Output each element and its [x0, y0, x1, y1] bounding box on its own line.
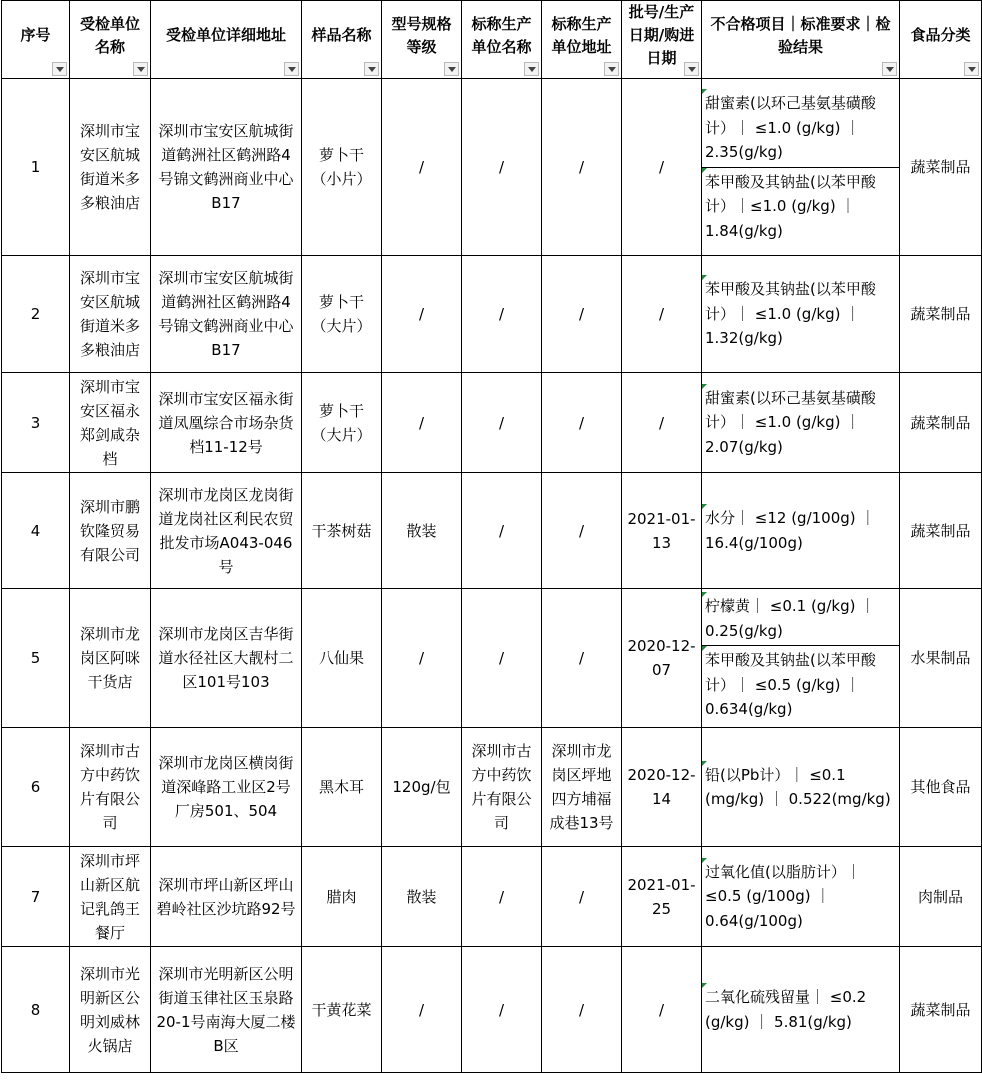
cell-mfr-name[interactable]: /	[462, 947, 542, 1073]
cell-spec[interactable]: /	[382, 79, 462, 256]
cell-serial-no[interactable]: 4	[2, 473, 70, 589]
header-row	[2, 1, 982, 79]
header-label: 不合格项目｜标准要求｜检验结果	[710, 14, 891, 56]
header-mfr-name	[462, 1, 542, 79]
cell-unit-address[interactable]: 深圳市坪山新区坪山碧岭社区沙坑路92号	[151, 847, 302, 947]
cell-sample-name[interactable]: 干黄花菜	[302, 947, 382, 1073]
cell-unit-address[interactable]: 深圳市龙岗区横岗街道深峰路工业区2号厂房501、504	[151, 728, 302, 847]
cell-batch-date[interactable]: 2020-12-14	[622, 728, 702, 847]
filter-dropdown-button[interactable]	[964, 62, 979, 76]
cell-mfr-address[interactable]: /	[542, 589, 622, 728]
cell-batch-date[interactable]: /	[622, 947, 702, 1073]
cell-mfr-name[interactable]: /	[462, 256, 542, 373]
table-row	[2, 373, 982, 473]
cell-serial-no[interactable]: 3	[2, 373, 70, 473]
header-sample-name	[302, 1, 382, 79]
issue-entry: 水分｜ ≤12 (g/100g) ｜ 16.4(g/100g)	[702, 504, 899, 557]
cell-unit-address[interactable]: 深圳市龙岗区吉华街道水径社区大靓村二区101号103	[151, 589, 302, 728]
issue-entry: 二氧化硫残留量｜ ≤0.2 (g/kg) ｜ 5.81(g/kg)	[702, 983, 899, 1036]
cell-mfr-address[interactable]: /	[542, 473, 622, 589]
cell-batch-date[interactable]: 2021-01-13	[622, 473, 702, 589]
cell-serial-no[interactable]: 8	[2, 947, 70, 1073]
cell-spec[interactable]: 120g/包	[382, 728, 462, 847]
issue-entry: 铅(以Pb计）｜ ≤0.1 (mg/kg) ｜ 0.522(mg/kg)	[702, 761, 899, 814]
cell-unit-name[interactable]: 深圳市宝安区航城街道米多多粮油店	[70, 256, 151, 373]
cell-mfr-address[interactable]: /	[542, 847, 622, 947]
cell-mfr-name[interactable]: /	[462, 373, 542, 473]
cell-category[interactable]: 蔬菜制品	[900, 947, 982, 1073]
cell-unit-name[interactable]: 深圳市宝安区航城街道米多多粮油店	[70, 79, 151, 256]
filter-dropdown-button[interactable]	[882, 62, 897, 76]
table-row	[2, 728, 982, 847]
table-row	[2, 473, 982, 589]
cell-unit-address[interactable]: 深圳市宝安区航城街道鹤洲社区鹤洲路4号锦文鹤洲商业中心B17	[151, 79, 302, 256]
cell-batch-date[interactable]: /	[622, 79, 702, 256]
inspection-table	[1, 0, 982, 1073]
header-label: 受检单位名称	[79, 14, 140, 56]
cell-category[interactable]: 水果制品	[900, 589, 982, 728]
cell-category[interactable]: 蔬菜制品	[900, 256, 982, 373]
cell-mfr-name[interactable]: /	[462, 473, 542, 589]
cell-mfr-address[interactable]: /	[542, 256, 622, 373]
cell-sample-name[interactable]: 萝卜干（小片）	[302, 79, 382, 256]
cell-spec[interactable]: /	[382, 373, 462, 473]
filter-dropdown-button[interactable]	[284, 62, 299, 76]
header-unit-address	[151, 1, 302, 79]
cell-mfr-address[interactable]: /	[542, 79, 622, 256]
cell-serial-no[interactable]: 7	[2, 847, 70, 947]
cell-issues[interactable]	[702, 728, 900, 847]
cell-sample-name[interactable]: 腊肉	[302, 847, 382, 947]
cell-issues[interactable]	[702, 373, 900, 473]
table-row	[2, 256, 982, 373]
issue-entry: 甜蜜素(以环己基氨基磺酸计）｜ ≤1.0 (g/kg) ｜ 2.35(g/kg)	[702, 89, 899, 167]
issue-entry: 甜蜜素(以环己基氨基磺酸计）｜ ≤1.0 (g/kg) ｜ 2.07(g/kg)	[702, 384, 899, 462]
cell-batch-date[interactable]: /	[622, 373, 702, 473]
filter-dropdown-button[interactable]	[133, 62, 148, 76]
filter-dropdown-button[interactable]	[52, 62, 67, 76]
filter-dropdown-button[interactable]	[604, 62, 619, 76]
table-row	[2, 589, 982, 728]
header-unit-name	[70, 1, 151, 79]
cell-issues[interactable]	[702, 847, 900, 947]
cell-issues[interactable]	[702, 947, 900, 1073]
header-label: 受检单位详细地址	[165, 26, 286, 44]
cell-spec[interactable]: /	[382, 947, 462, 1073]
cell-unit-name[interactable]: 深圳市鹏钦隆贸易有限公司	[70, 473, 151, 589]
table-row	[2, 947, 982, 1073]
cell-unit-name[interactable]: 深圳市坪山新区航记乳鸽王餐厅	[70, 847, 151, 947]
cell-mfr-name[interactable]: /	[462, 847, 542, 947]
cell-category[interactable]: 其他食品	[900, 728, 982, 847]
header-spec	[382, 1, 462, 79]
cell-issues[interactable]	[702, 256, 900, 373]
cell-mfr-address[interactable]: /	[542, 947, 622, 1073]
cell-spec[interactable]: /	[382, 589, 462, 728]
cell-unit-name[interactable]: 深圳市龙岗区阿咪干货店	[70, 589, 151, 728]
cell-spec[interactable]: 散装	[382, 473, 462, 589]
header-label: 标称生产单位名称	[471, 14, 532, 56]
cell-mfr-name[interactable]: 深圳市古方中药饮片有限公司	[462, 728, 542, 847]
cell-unit-name[interactable]: 深圳市光明新区公明刘威林火锅店	[70, 947, 151, 1073]
issue-entry: 苯甲酸及其钠盐(以苯甲酸计）｜ ≤1.0 (g/kg) ｜ 1.32(g/kg)	[702, 275, 899, 353]
cell-sample-name[interactable]: 干茶树菇	[302, 473, 382, 589]
cell-spec[interactable]: 散装	[382, 847, 462, 947]
cell-category[interactable]: 肉制品	[900, 847, 982, 947]
cell-batch-date[interactable]: 2020-12-07	[622, 589, 702, 728]
filter-dropdown-button[interactable]	[444, 62, 459, 76]
header-label: 型号规格等级	[391, 14, 452, 56]
cell-mfr-address[interactable]: 深圳市龙岗区坪地四方埔福成巷13号	[542, 728, 622, 847]
cell-serial-no[interactable]: 6	[2, 728, 70, 847]
table-row	[2, 847, 982, 947]
cell-batch-date[interactable]: 2021-01-25	[622, 847, 702, 947]
cell-mfr-address[interactable]: /	[542, 373, 622, 473]
cell-category[interactable]: 蔬菜制品	[900, 373, 982, 473]
cell-sample-name[interactable]: 萝卜干（大片）	[302, 373, 382, 473]
cell-serial-no[interactable]: 1	[2, 79, 70, 256]
issue-entry: 苯甲酸及其钠盐(以苯甲酸计）｜≤1.0 (g/kg) ｜ 1.84(g/kg)	[702, 167, 899, 246]
cell-sample-name[interactable]: 黑木耳	[302, 728, 382, 847]
header-issues	[702, 1, 900, 79]
table-row	[2, 79, 982, 256]
cell-sample-name[interactable]: 八仙果	[302, 589, 382, 728]
header-serial-no	[2, 1, 70, 79]
cell-issues[interactable]	[702, 473, 900, 589]
cell-serial-no[interactable]: 2	[2, 256, 70, 373]
cell-unit-address[interactable]: 深圳市龙岗区龙岗街道龙岗社区利民农贸批发市场A043-046号	[151, 473, 302, 589]
cell-mfr-name[interactable]: /	[462, 589, 542, 728]
header-mfr-address	[542, 1, 622, 79]
cell-serial-no[interactable]: 5	[2, 589, 70, 728]
cell-batch-date[interactable]: /	[622, 256, 702, 373]
cell-unit-address[interactable]: 深圳市宝安区航城街道鹤洲社区鹤洲路4号锦文鹤洲商业中心B17	[151, 256, 302, 373]
cell-issues[interactable]	[702, 79, 900, 256]
cell-issues[interactable]	[702, 589, 900, 728]
cell-category[interactable]: 蔬菜制品	[900, 473, 982, 589]
issue-entry: 过氧化值(以脂肪计）｜ ≤0.5 (g/100g) ｜ 0.64(g/100g)	[702, 858, 899, 936]
header-label: 食品分类	[910, 26, 971, 44]
cell-unit-address[interactable]: 深圳市光明新区公明街道玉律社区玉泉路20-1号南海大厦二楼B区	[151, 947, 302, 1073]
cell-category[interactable]: 蔬菜制品	[900, 79, 982, 256]
cell-sample-name[interactable]: 萝卜干（大片）	[302, 256, 382, 373]
header-label: 批号/生产日期/购进日期	[628, 3, 695, 67]
cell-mfr-name[interactable]: /	[462, 79, 542, 256]
cell-unit-address[interactable]: 深圳市宝安区福永街道凤凰综合市场杂货档11-12号	[151, 373, 302, 473]
filter-dropdown-button[interactable]	[684, 62, 699, 76]
header-label: 序号	[20, 26, 51, 44]
filter-dropdown-button[interactable]	[364, 62, 379, 76]
header-label: 标称生产单位地址	[551, 14, 612, 56]
issue-entry: 苯甲酸及其钠盐(以苯甲酸计）｜ ≤0.5 (g/kg) ｜ 0.634(g/kg)	[702, 645, 899, 724]
cell-unit-name[interactable]: 深圳市宝安区福永郑剑咸杂档	[70, 373, 151, 473]
issue-entry: 柠檬黄｜ ≤0.1 (g/kg) ｜ 0.25(g/kg)	[702, 592, 899, 645]
header-label: 样品名称	[311, 26, 372, 44]
cell-unit-name[interactable]: 深圳市古方中药饮片有限公司	[70, 728, 151, 847]
cell-spec[interactable]: /	[382, 256, 462, 373]
filter-dropdown-button[interactable]	[524, 62, 539, 76]
header-batch-date	[622, 1, 702, 79]
header-category	[900, 1, 982, 79]
